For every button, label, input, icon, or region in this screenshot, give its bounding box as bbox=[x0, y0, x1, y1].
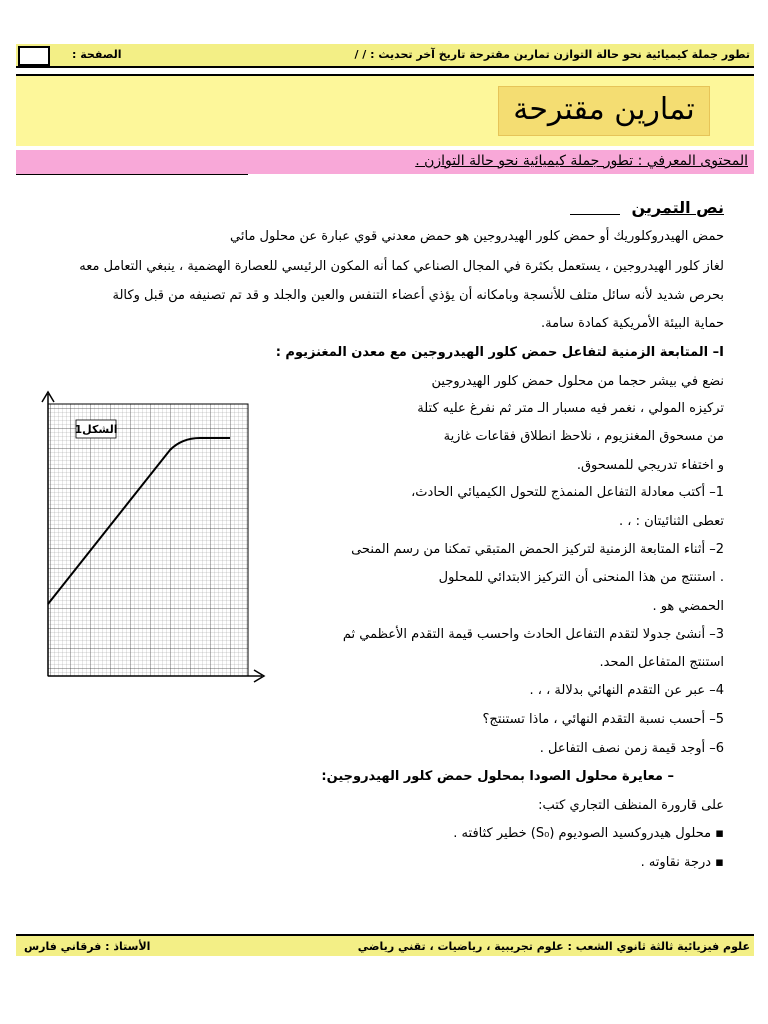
content-description: المحتوى المعرفي : تطور جملة كيميائية نحو حالة التوازن . bbox=[415, 153, 748, 169]
part1-line: 6– أوجد قيمة زمن نصف التفاعل . bbox=[539, 741, 724, 756]
part1-line: 2– أثناء المتابعة الزمنية لتركيز الحمض المتبقي تمكنا من رسم المنحى bbox=[351, 542, 724, 557]
part1-line: 4– عبر عن التقدم النهائي بدلالة ، ، . bbox=[529, 683, 724, 698]
part2-line: ▪ محلول هيدروكسيد الصوديوم (S₀) خطير كثافته . bbox=[453, 826, 724, 841]
footer-teacher: الأستاذ : فرقاني فارس bbox=[24, 940, 151, 953]
part1-line: و اختفاء تدريجي للمسحوق. bbox=[576, 458, 724, 473]
paragraph-line: بحرص شديد لأنه سائل متلف للأنسجة وبامكانه أن يؤذي أعضاء التنفس والعين والجلد و قد تم تصنيفه من قبل وكالة bbox=[112, 288, 724, 303]
title-band bbox=[16, 74, 754, 146]
part1-line: استنتج المتفاعل المحد. bbox=[599, 655, 724, 670]
heading-dash bbox=[570, 214, 620, 215]
part1-line: نضع في بيشر حجما من محلول حمض كلور الهيدروجين bbox=[431, 374, 724, 389]
page-number-label: الصفحة : bbox=[72, 48, 122, 61]
part1-line: 5– أحسب نسبة التقدم النهائي ، ماذا تستنتج؟ bbox=[482, 712, 724, 727]
footer-bar bbox=[16, 934, 754, 956]
paragraph-line: حماية البيئة الأمريكية كمادة سامة. bbox=[541, 316, 724, 331]
part2-line: ▪ درجة نقاوته . bbox=[640, 855, 724, 870]
content-underline bbox=[16, 174, 248, 175]
content-strip bbox=[16, 150, 754, 174]
part1-line: تركيزه المولي ، نغمر فيه مسبار الـ متر ثم نفرغ عليه كتلة bbox=[417, 401, 724, 416]
part1-line: من مسحوق المغنزيوم ، نلاحظ انطلاق فقاعات غازية bbox=[443, 429, 724, 444]
header-bar bbox=[16, 44, 754, 68]
page-title: تمارين مقترحة bbox=[498, 86, 710, 136]
paragraph-line: لغاز كلور الهيدروجين ، يستعمل بكثرة في المجال الصناعي كما أنه المكون الرئيسي للعصارة الهضمية ، ينبغي التعامل معه bbox=[79, 259, 724, 274]
part1-line: الحمضي هو . bbox=[652, 599, 724, 614]
graph-grid bbox=[48, 404, 248, 676]
part2-heading: – معايرة محلول الصودا بمحلول حمض كلور الهيدروجين: bbox=[321, 769, 674, 784]
section-heading: نص التمرين bbox=[631, 198, 724, 217]
part1-heading: I– المتابعة الزمنية لتفاعل حمض كلور الهيدروجين مع معدن المغنزيوم : bbox=[275, 345, 724, 360]
paragraph-line: حمض الهيدروكلوريك أو حمض كلور الهيدروجين هو حمض معدني قوي عبارة عن محلول مائي bbox=[230, 229, 724, 244]
footer-course-info: علوم فيزيائية ثالثة ثانوي الشعب : علوم تجريبية ، رياضيات ، تقني رياضي bbox=[357, 940, 750, 953]
page-number-box bbox=[18, 46, 50, 66]
part1-line: 1– أكتب معادلة التفاعل المنمذج للتحول الكيميائي الحادث، bbox=[411, 485, 724, 500]
part2-line: على قارورة المنظف التجاري كتب: bbox=[538, 798, 724, 813]
part1-line: . استنتج من هذا المنحنى أن التركيز الابتدائي للمحلول bbox=[438, 570, 724, 585]
part1-line: 3– أنشئ جدولا لتقدم التفاعل الحادث واحسب قيمة التقدم الأعظمي ثم bbox=[342, 627, 724, 642]
concentration-graph bbox=[30, 388, 270, 688]
graph-label: الشكل1 bbox=[74, 423, 118, 436]
part1-line: تعطى الثنائيتان : ، . bbox=[619, 514, 724, 529]
header-title: تطور جملة كيميائية نحو حالة التوازن تمارين مقترحة تاريخ آخر تحديث : / / bbox=[354, 48, 750, 61]
